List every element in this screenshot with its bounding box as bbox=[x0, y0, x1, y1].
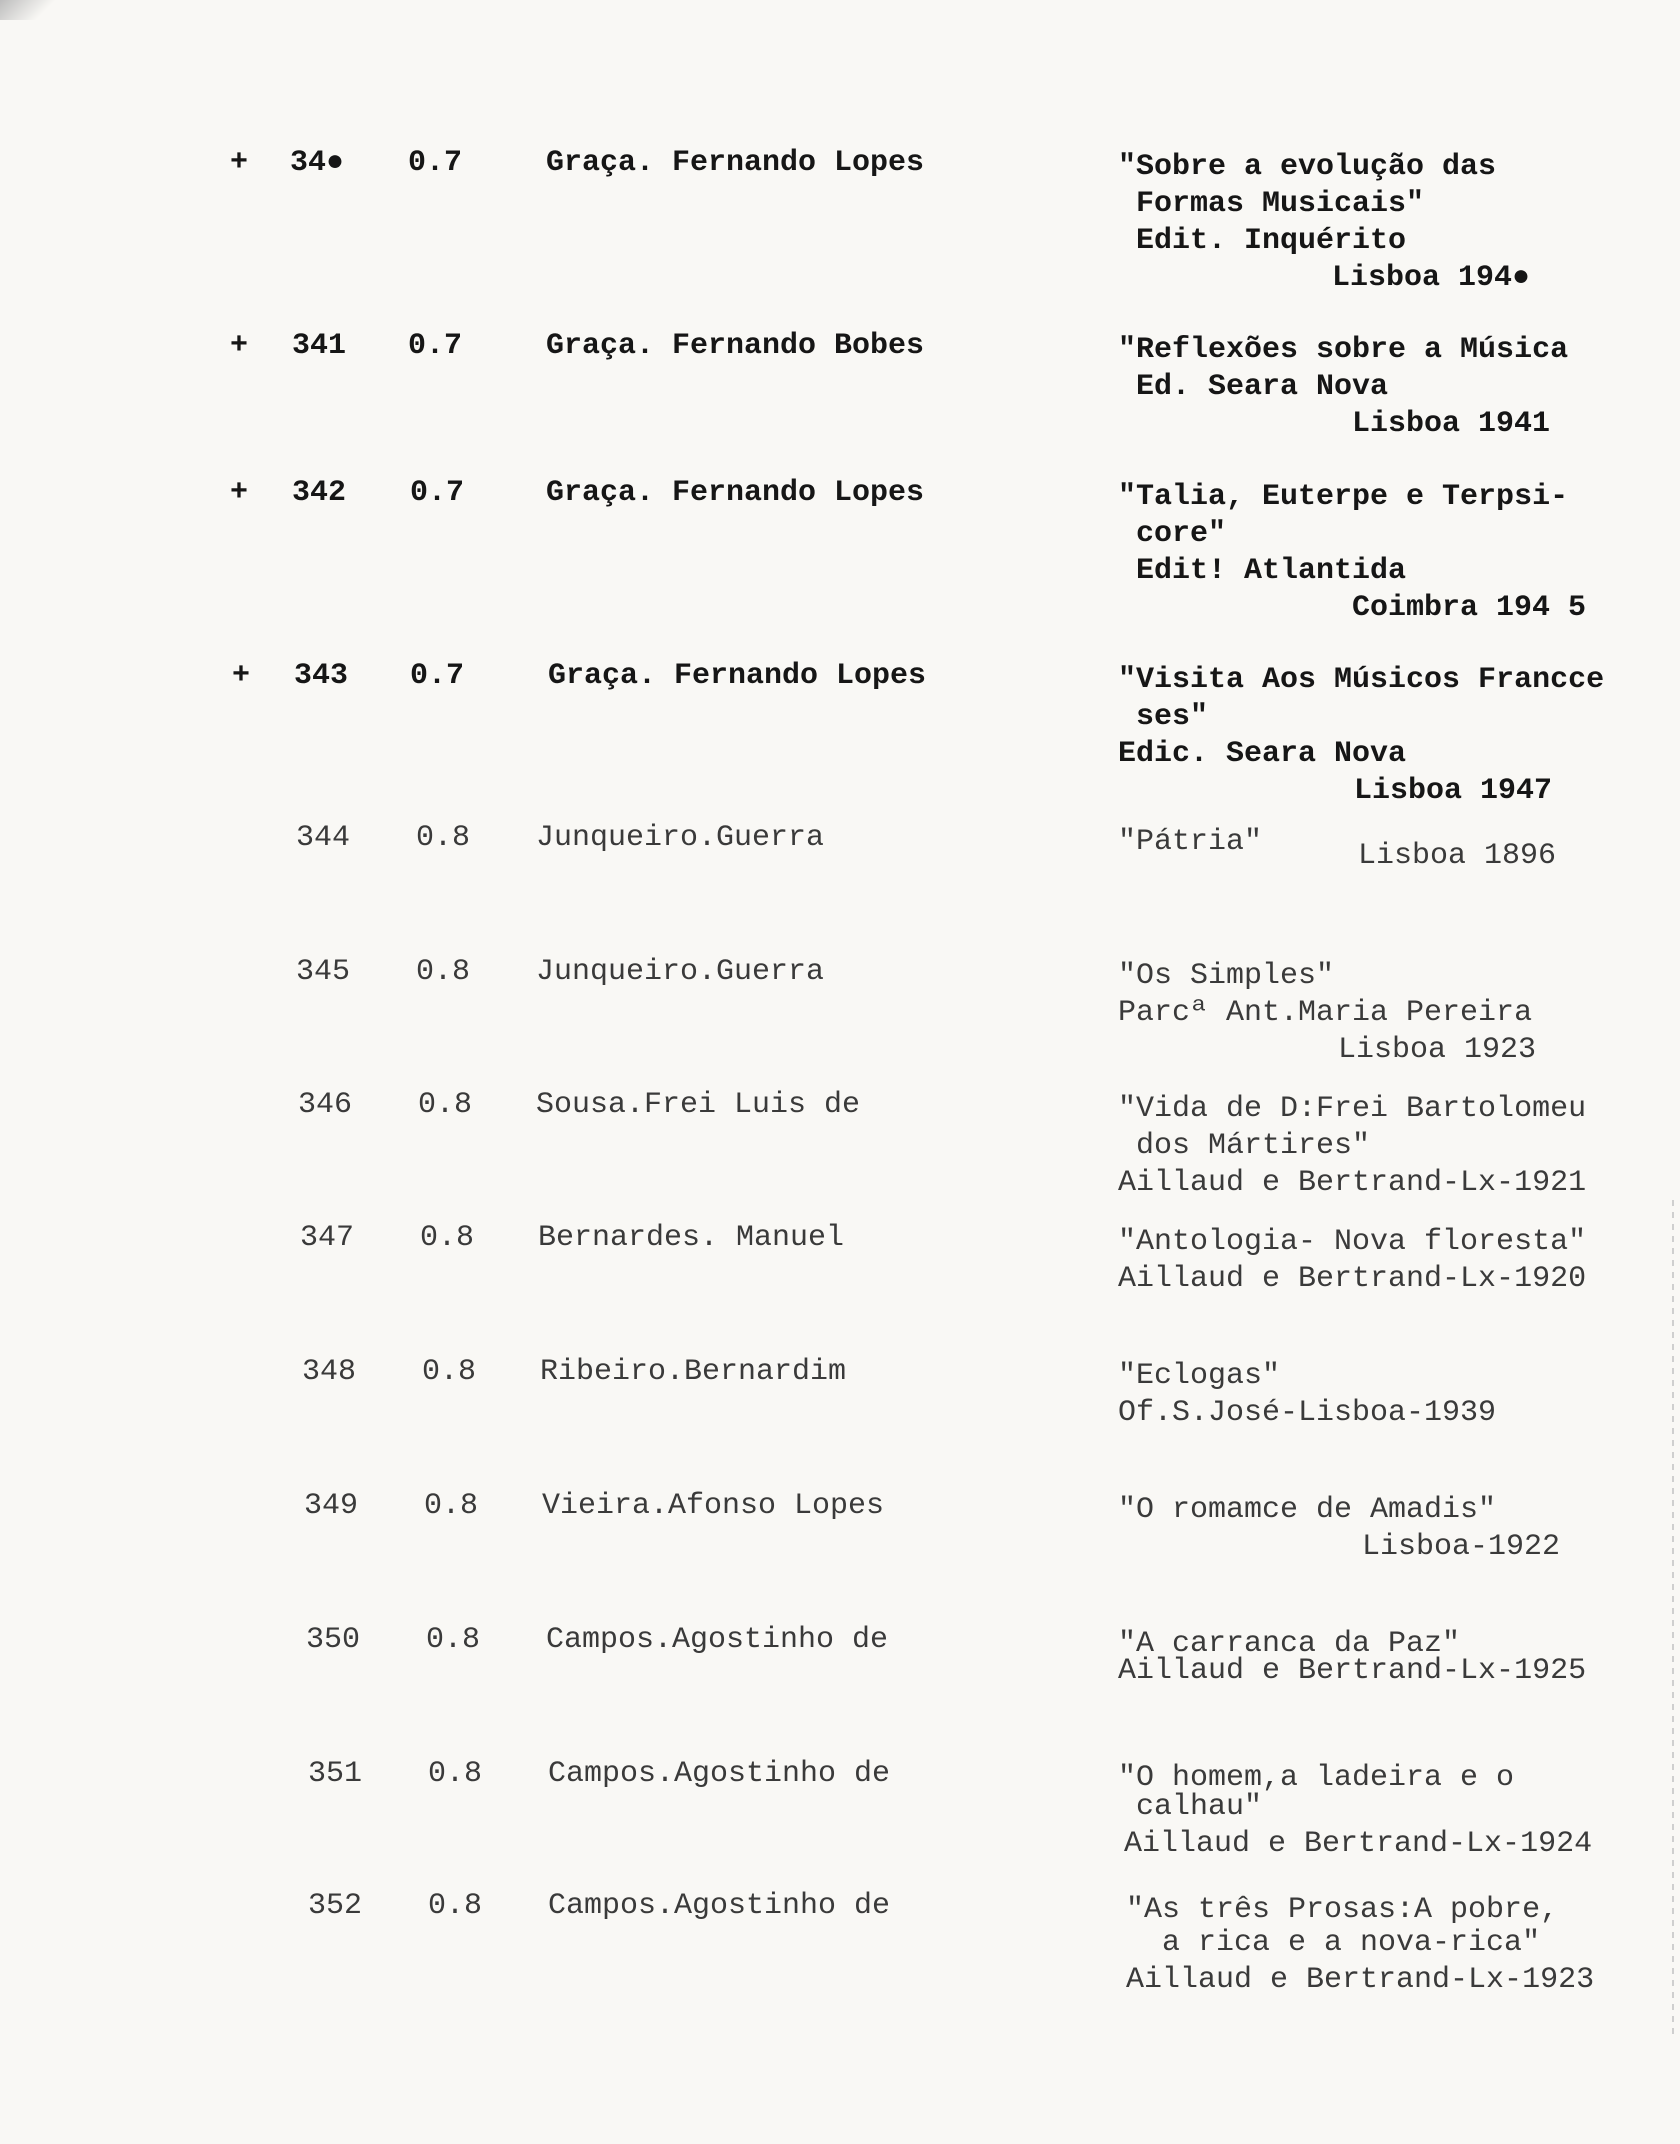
entry-value: 0.7 bbox=[410, 476, 465, 510]
bib-publisher: Aillaud e Bertrand-Lx-1925 bbox=[1118, 1654, 1587, 1688]
entry-mark: + bbox=[230, 146, 249, 180]
entry-author: Graça. Fernando Lopes bbox=[546, 476, 925, 510]
bib-title: "O homem,a ladeira e o bbox=[1118, 1761, 1515, 1795]
entry-number: 342 bbox=[292, 476, 347, 510]
bib-place-year: Lisboa 1896 bbox=[1358, 839, 1557, 873]
bib-place-year: Lisboa 1923 bbox=[1338, 1033, 1537, 1067]
bib-title-cont: core" bbox=[1118, 517, 1227, 551]
entry-value: 0.8 bbox=[416, 955, 471, 989]
entry-bibliography bbox=[1118, 1224, 1678, 1298]
bib-title: "Pátria" bbox=[1118, 825, 1263, 859]
entry-number: 346 bbox=[298, 1088, 353, 1122]
bib-title: "Sobre a evolução das bbox=[1118, 150, 1497, 184]
entry-number: 348 bbox=[302, 1355, 357, 1389]
entry-author: Sousa.Frei Luis de bbox=[536, 1088, 861, 1122]
entry-author: Junqueiro.Guerra bbox=[536, 955, 825, 989]
entry-value: 0.8 bbox=[428, 1757, 483, 1791]
bib-place-year: Lisboa 1941 bbox=[1352, 407, 1551, 441]
entry-value: 0.8 bbox=[420, 1221, 475, 1255]
entry-value: 0.8 bbox=[426, 1623, 481, 1657]
entry-bibliography bbox=[1118, 1626, 1678, 1690]
bib-title-cont: ses" bbox=[1118, 700, 1209, 734]
bib-place-year: Coimbra 194 5 bbox=[1352, 591, 1587, 625]
entry-number: 351 bbox=[308, 1757, 363, 1791]
bib-title: "A carranca da Paz" bbox=[1118, 1627, 1461, 1661]
entry-mark: + bbox=[232, 659, 251, 693]
bib-publisher: Of.S.José-Lisboa-1939 bbox=[1118, 1396, 1497, 1430]
entry-bibliography bbox=[1118, 1760, 1678, 1863]
entry-value: 0.7 bbox=[408, 329, 463, 363]
entry-author: Campos.Agostinho de bbox=[546, 1623, 889, 1657]
page-corner-shadow bbox=[0, 0, 60, 20]
entry-bibliography bbox=[1118, 1492, 1678, 1566]
entry-bibliography bbox=[1118, 479, 1678, 627]
entry-mark: + bbox=[230, 329, 249, 363]
entry-author: Vieira.Afonso Lopes bbox=[542, 1489, 885, 1523]
bib-title: "Antologia- Nova floresta" bbox=[1118, 1225, 1587, 1259]
entry-bibliography bbox=[1126, 1892, 1680, 1999]
entry-author: Graça. Fernando Bobes bbox=[546, 329, 925, 363]
bib-title: "As três Prosas:A pobre, bbox=[1126, 1893, 1559, 1927]
bib-place-year: Lisboa 194● bbox=[1332, 261, 1531, 295]
bib-title-cont: Formas Musicais" bbox=[1118, 187, 1425, 221]
entry-author: Graça. Fernando Lopes bbox=[546, 146, 925, 180]
bib-title: "Os Simples" bbox=[1118, 959, 1335, 993]
bib-title: "Eclogas" bbox=[1118, 1359, 1281, 1393]
entry-author: Campos.Agostinho de bbox=[548, 1889, 891, 1923]
bib-title-cont: dos Mártires" bbox=[1118, 1129, 1371, 1163]
bib-title-cont: a rica e a nova-rica" bbox=[1126, 1926, 1541, 1960]
entry-value: 0.8 bbox=[416, 821, 471, 855]
bib-title: "Visita Aos Músicos Francce bbox=[1118, 663, 1605, 697]
entry-bibliography bbox=[1118, 332, 1678, 443]
bib-publisher: Edit! Atlantida bbox=[1118, 554, 1407, 588]
entry-author: Graça. Fernando Lopes bbox=[548, 659, 927, 693]
entry-mark: + bbox=[230, 476, 249, 510]
entry-author: Ribeiro.Bernardim bbox=[540, 1355, 847, 1389]
bib-publisher: Aillaud e Bertrand-Lx-1921 bbox=[1118, 1166, 1587, 1200]
entry-bibliography bbox=[1118, 149, 1678, 297]
bib-publisher: Aillaud e Bertrand-Lx-1920 bbox=[1118, 1262, 1587, 1296]
bib-publisher: Ed. Seara Nova bbox=[1118, 370, 1389, 404]
bib-publisher: Parcª Ant.Maria Pereira bbox=[1118, 996, 1533, 1030]
entry-number: 341 bbox=[292, 329, 347, 363]
entry-value: 0.7 bbox=[410, 659, 465, 693]
entry-number: 350 bbox=[306, 1623, 361, 1657]
bib-publisher: Aillaud e Bertrand-Lx-1923 bbox=[1126, 1963, 1595, 1997]
bib-place-year: Lisboa-1922 bbox=[1362, 1530, 1561, 1564]
entry-bibliography bbox=[1118, 1091, 1678, 1202]
bib-publisher: Aillaud e Bertrand-Lx-1924 bbox=[1124, 1827, 1593, 1861]
entry-value: 0.8 bbox=[422, 1355, 477, 1389]
entry-value: 0.8 bbox=[428, 1889, 483, 1923]
entry-value: 0.8 bbox=[418, 1088, 473, 1122]
entry-bibliography bbox=[1118, 1358, 1678, 1432]
entry-number: 347 bbox=[300, 1221, 355, 1255]
entry-number: 343 bbox=[294, 659, 349, 693]
bib-place-year: Lisboa 1947 bbox=[1354, 774, 1553, 808]
entry-bibliography bbox=[1118, 662, 1678, 810]
entry-number: 349 bbox=[304, 1489, 359, 1523]
bib-title-cont: calhau" bbox=[1118, 1790, 1263, 1824]
entry-number: 345 bbox=[296, 955, 351, 989]
entry-number: 34● bbox=[290, 146, 345, 180]
entry-bibliography bbox=[1118, 958, 1678, 1069]
bib-title: "Talia, Euterpe e Terpsi- bbox=[1118, 480, 1569, 514]
entry-author: Bernardes. Manuel bbox=[538, 1221, 845, 1255]
entry-number: 352 bbox=[308, 1889, 363, 1923]
bib-title: "O romamce de Amadis" bbox=[1118, 1493, 1497, 1527]
bib-publisher: Edic. Seara Nova bbox=[1118, 737, 1407, 771]
entry-value: 0.8 bbox=[424, 1489, 479, 1523]
bib-title: "Vida de D:Frei Bartolomeu bbox=[1118, 1092, 1587, 1126]
bib-publisher: Edit. Inquérito bbox=[1118, 224, 1407, 258]
entry-number: 344 bbox=[296, 821, 351, 855]
bib-title: "Reflexões sobre a Música bbox=[1118, 333, 1569, 367]
entry-author: Junqueiro.Guerra bbox=[536, 821, 825, 855]
entry-author: Campos.Agostinho de bbox=[548, 1757, 891, 1791]
entry-value: 0.7 bbox=[408, 146, 463, 180]
